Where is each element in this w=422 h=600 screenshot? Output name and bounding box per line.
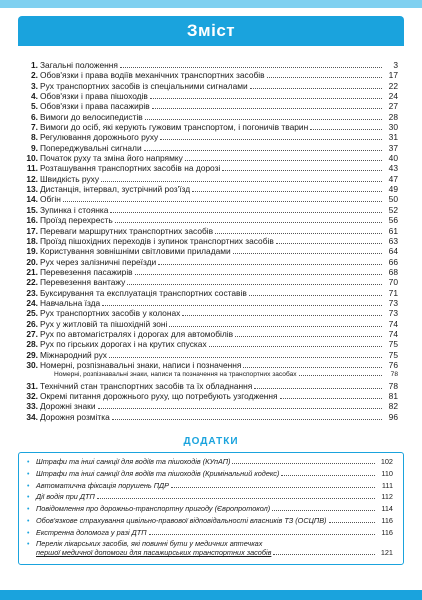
dot-leader [182,315,382,316]
toc-entry-number: 23. [26,287,38,298]
dot-leader [249,295,382,296]
toc-entry-title: Міжнародний рух [40,349,107,360]
toc-entry-page: 31 [388,132,398,143]
toc-entry-title: Обов'язки і права пішоходів [40,91,148,102]
bullet-icon: • [27,482,30,490]
dot-leader [254,388,382,389]
dot-leader [150,98,382,99]
toc-entry-title: Окремі питання дорожнього руху, що потребують узгодження [40,391,278,401]
addendum-page: 110 [381,468,393,478]
toc-entry-title: Рух по гірських дорогах і на крутих спусках [40,339,207,350]
toc-entry-number: 31. [26,380,38,391]
addendum-entry[interactable] [27,540,393,559]
toc-entry[interactable] [22,153,398,163]
toc-entry-page: 70 [388,277,398,288]
toc-entry-number: 26. [26,318,38,329]
toc-entry-title: Номерні, розпізнавальні знаки, написи та позначення на транспортних засобах [54,371,297,379]
dot-leader [149,534,376,535]
toc-entry-title: Обгін [40,194,61,205]
addendum-page: 121 [380,548,393,558]
bullet-icon: • [27,506,30,514]
toc-entry-page: 73 [388,308,398,319]
toc-entry[interactable] [22,298,398,308]
toc-entry[interactable] [22,60,398,70]
toc-entry-title: Навчальна їзда [40,297,101,308]
addendum-entry[interactable] [27,457,393,469]
dot-leader [98,408,382,409]
toc-entry[interactable] [22,226,398,236]
toc-entry-number: 19. [26,246,38,257]
addendum-title: Автоматична фіксація порушень ПДР [36,480,170,490]
toc-entry-number: 25. [26,308,38,319]
addendum-entry[interactable] [27,504,393,516]
toc-entry-page: 78 [390,371,398,379]
toc-entry-title: Розташування транспортних засобів на дорозі [40,163,221,174]
addendum-title-line1: Перелік лікарських засобів, які повинні бути у медичних аптечках [36,538,263,548]
addendum-page: 112 [381,492,393,502]
toc-entry-title: Загальні положення [40,60,118,70]
toc-entry-title: Перевезення пасажирів [40,266,133,277]
addendum-page: 102 [380,457,393,466]
toc-entry-title: Вимоги до осіб, які керують гужовим транспортом, і погоничів тварин [40,122,309,133]
dot-leader [135,274,382,275]
toc-entry[interactable] [22,236,398,246]
toc-entry[interactable] [22,370,398,380]
toc-entry[interactable] [22,194,398,204]
toc-entry[interactable] [22,267,398,277]
toc-entry-number: 8. [31,132,38,143]
toc-entry[interactable] [22,163,398,173]
dot-leader [233,253,382,254]
toc-entry-title: Рух через залізничні переїзди [40,256,157,267]
toc-entry-page: 78 [388,380,398,391]
toc-entry[interactable] [22,350,398,360]
toc-entry-title: Користування зовнішніми світловими приладами [40,246,231,257]
bullet-icon: • [27,494,30,502]
toc-entry-number: 16. [26,215,38,226]
toc-entry-title: Вимоги до велосипедистів [40,111,143,122]
addendum-title: Дії водія при ДТП [36,492,95,502]
toc-entry[interactable] [22,381,398,391]
toc-entry-page: 66 [388,256,398,267]
toc-entry[interactable] [22,288,398,298]
toc-entry[interactable] [22,132,398,142]
toc-entry-page: 28 [388,111,398,122]
dot-leader [267,77,382,78]
toc-entry-number: 29. [26,349,38,360]
addendum-page: 116 [381,515,393,525]
bottom-band [0,590,422,600]
toc-entry[interactable] [22,112,398,122]
dot-leader [215,233,382,234]
toc-entry-number: 20. [26,256,38,267]
toc-entry-number: 6. [31,111,38,122]
dot-leader [110,212,382,213]
toc-entry-title: Початок руху та зміна його напрямку [40,153,183,164]
addendum-entry[interactable] [27,481,393,493]
toc-entry-number: 24. [26,297,38,308]
addendum-title: Штрафи та інші санкції для водіїв та пішоходів (КУпАП) [36,457,231,466]
toc-entry-page: 27 [388,101,398,112]
toc-entry[interactable] [22,339,398,349]
addenda-list [18,452,404,565]
toc-entry-page: 81 [388,391,398,401]
toc-entry-number: 1. [31,60,38,70]
toc-entry[interactable] [22,246,398,256]
dot-leader [281,475,375,476]
toc-entry[interactable] [22,174,398,184]
toc-entry-number: 14. [26,194,38,205]
dot-leader [299,375,382,376]
toc-entry-page: 73 [388,297,398,308]
toc-entry-number: 18. [26,235,38,246]
toc-entry-title: Попереджувальні сигнали [40,142,142,153]
dot-leader [160,139,382,140]
toc-entry-page: 96 [388,411,398,422]
toc-entry-page: 52 [388,204,398,215]
page-title: Зміст [186,21,236,40]
toc-entry[interactable] [22,143,398,153]
toc-entry-page: 40 [388,153,398,164]
toc-entry[interactable] [22,257,398,267]
toc-entry[interactable] [22,184,398,194]
toc-entry[interactable] [22,205,398,215]
addendum-entry[interactable] [27,469,393,481]
toc-entry-number: 13. [26,184,38,195]
dot-leader [127,284,382,285]
toc-entry-title: Рух транспортних засобів у колонах [40,308,181,319]
toc-entry-page: 82 [388,401,398,412]
toc-entry-page: 68 [388,266,398,277]
addendum-title: Обов'язкове страхування цивільно-правової відповідальності власників ТЗ (ОСЦПВ) [36,515,327,525]
toc-entry-page: 47 [388,173,398,184]
toc-entry-page: 37 [388,142,398,153]
toc-entry-page: 56 [388,215,398,226]
toc-entry-title: Дистанція, інтервал, зустрічний роз'їзд [40,184,191,195]
toc-entry-title: Рух по автомагістралях і дорогах для автомобілів [40,328,234,339]
toc-entry-title: Буксирування та експлуатація транспортних составів [40,287,247,298]
toc-entry[interactable] [22,308,398,318]
toc-entry[interactable] [22,329,398,339]
toc-entry[interactable] [22,215,398,225]
toc-entry-page: 76 [388,359,398,370]
toc-entry-number: 17. [26,225,38,236]
toc-entry-number: 3. [31,80,38,91]
table-of-contents [22,60,398,422]
addendum-title: Повідомлення про дорожньо-транспортну пригоду (Європротокол) [36,504,271,514]
toc-entry-title: Рух транспортних засобів із спеціальними сигналами [40,80,248,91]
toc-entry-number: 9. [31,142,38,153]
dot-leader [171,487,375,488]
addendum-entry[interactable] [27,516,393,528]
toc-entry-title: Швидкість руху [40,173,100,184]
toc-entry-number: 2. [31,70,38,81]
toc-entry-number: 28. [26,339,38,350]
toc-entry-number: 10. [26,153,38,164]
toc-entry-page: 63 [388,235,398,246]
toc-entry-number: 27. [26,328,38,339]
toc-entry-page: 75 [388,339,398,350]
toc-entry-page: 75 [388,349,398,360]
dot-leader [115,222,382,223]
bullet-icon: • [27,470,30,478]
toc-entry-title: Зупинка і стоянка [40,204,109,215]
dot-leader [243,367,382,368]
toc-entry-title: Проїзд пішохідних переходів і зупинок транспортних засобів [40,235,274,246]
dot-leader [185,160,382,161]
toc-entry-title: Дорожня розмітка [40,411,110,422]
toc-entry-title: Номерні, розпізнавальні знаки, написи і позначення [40,359,242,370]
dot-leader [235,336,382,337]
dot-leader [97,498,375,499]
toc-entry-page: 24 [388,91,398,102]
addendum-entry[interactable] [27,528,393,540]
toc-entry-title: Регулювання дорожнього руху [40,132,159,143]
toc-entry-number: 11. [26,163,38,174]
dot-leader [276,243,382,244]
toc-entry-number: 21. [26,266,38,277]
toc-entry-page: 3 [393,60,398,70]
top-band [0,0,422,8]
toc-entry[interactable] [22,122,398,132]
addendum-title-line2: першої медичної допомоги для пасажирських транспортних засобів [36,548,272,558]
toc-entry-number: 4. [31,91,38,102]
toc-entry-title: Обов'язки і права водіїв механічних транспортних засобів [40,70,265,81]
toc-entry[interactable] [22,412,398,422]
dot-leader [273,554,375,555]
dot-leader [192,191,382,192]
dot-leader [222,170,382,171]
bullet-icon: • [27,517,30,525]
toc-entry[interactable] [22,401,398,411]
toc-entry[interactable] [22,81,398,91]
toc-entry-page: 22 [388,80,398,91]
dot-leader [109,357,382,358]
toc-entry-page: 17 [388,70,398,81]
toc-entry-number: 34. [26,411,38,422]
dot-leader [144,150,382,151]
toc-entry-page: 49 [388,184,398,195]
toc-entry-title: Перевезення вантажу [40,277,126,288]
bullet-icon: • [27,459,30,466]
dot-leader [145,119,382,120]
dot-leader [63,201,382,202]
toc-entry-page: 71 [388,287,398,298]
dot-leader [152,108,382,109]
toc-entry-title: Рух у житловій та пішохідній зоні [40,318,168,329]
addenda-title: ДОДАТКИ [183,436,239,447]
toc-entry-title: Переваги маршрутних транспортних засобів [40,225,214,236]
dot-leader [120,67,382,68]
dot-leader [329,522,376,523]
toc-entry[interactable] [22,277,398,287]
addendum-title: Екстренна допомога у разі ДТП [36,527,147,537]
addendum-title: Штрафи та інші санкції для водіїв та пішоходів (Кримінальний кодекс) [36,468,280,478]
toc-entry-number: 12. [26,173,38,184]
dot-leader [280,398,382,399]
dot-leader [158,264,382,265]
toc-entry[interactable] [22,391,398,401]
toc-entry-number: 7. [31,122,38,133]
addendum-entry[interactable] [27,492,393,504]
addendum-page: 116 [381,527,393,537]
dot-leader [102,305,382,306]
toc-entry-title: Технічний стан транспортних засобів та їх обладнання [40,380,253,391]
toc-entry-page: 64 [388,246,398,257]
toc-entry-title: Дорожні знаки [40,401,96,412]
toc-entry[interactable] [22,70,398,80]
toc-entry-number: 33. [26,401,38,412]
dot-leader [169,326,382,327]
toc-entry-page: 50 [388,194,398,205]
dot-leader [232,463,375,464]
toc-entry[interactable] [22,101,398,111]
dot-leader [112,419,382,420]
toc-entry-number: 22. [26,277,38,288]
toc-entry[interactable] [22,360,398,370]
addendum-page: 111 [381,480,393,490]
toc-entry-page: 74 [388,318,398,329]
bullet-icon: • [27,529,30,537]
dot-leader [101,181,382,182]
toc-entry-number: 15. [26,204,38,215]
toc-entry-page: 30 [388,122,398,133]
dot-leader [209,346,382,347]
toc-entry-number: 30. [26,359,38,370]
toc-entry-number: 5. [31,101,38,112]
toc-entry-page: 43 [388,163,398,174]
addendum-page: 114 [381,504,393,514]
toc-entry-page: 74 [388,328,398,339]
toc-entry[interactable] [22,91,398,101]
toc-entry-title: Проїзд перехресть [40,215,113,226]
dot-leader [250,88,382,89]
toc-entry[interactable] [22,319,398,329]
contents-header [18,16,404,46]
bullet-icon: • [27,540,30,548]
toc-entry-page: 61 [388,225,398,236]
dot-leader [310,129,382,130]
toc-entry-title: Обов'язки і права пасажирів [40,101,150,112]
toc-entry-number: 32. [26,391,38,401]
dot-leader [272,510,375,511]
